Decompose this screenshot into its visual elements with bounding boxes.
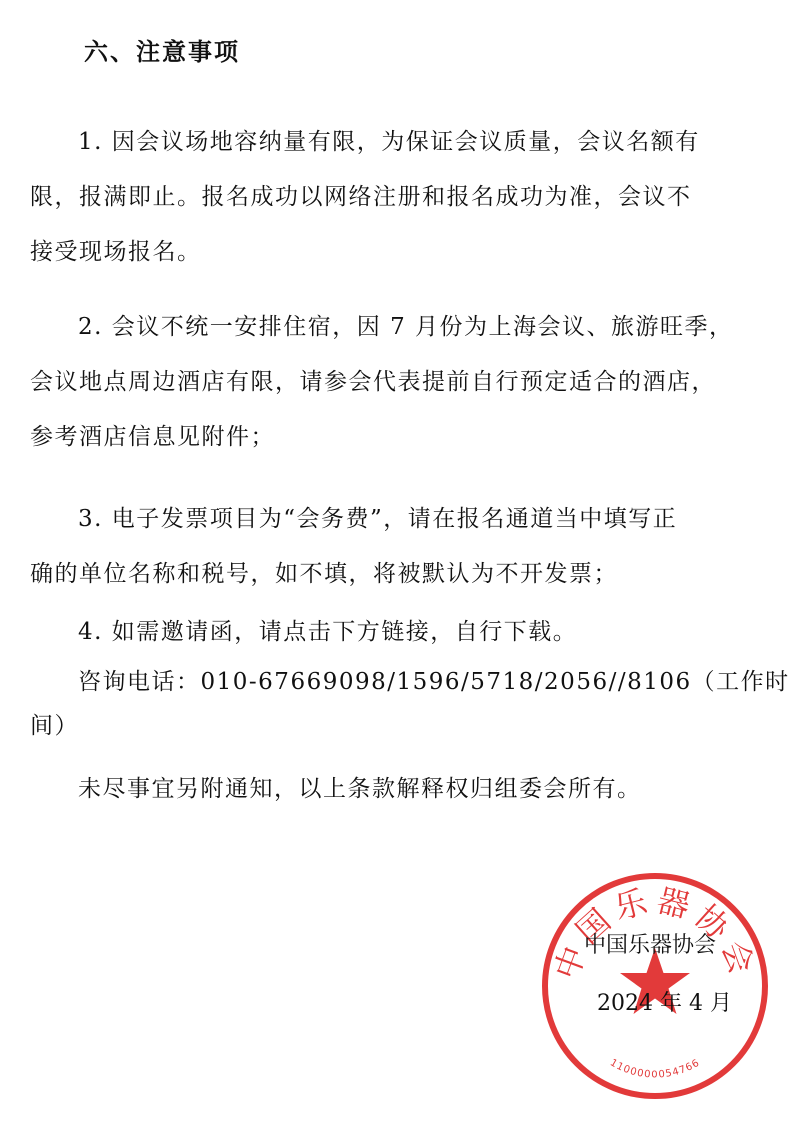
notice-item-4-line-1: 4. 如需邀请函，请点击下方链接，自行下载。 — [78, 619, 578, 645]
notice-item-3 — [30, 492, 778, 602]
contact-phone — [30, 660, 790, 748]
signature-organization: 中国乐器协会 — [584, 933, 717, 958]
notice-item-3-line-2: 确的单位名称和税号，如不填，将被默认为不开发票； — [30, 561, 618, 587]
signature-date: 2024 年 4 月 — [597, 991, 732, 1016]
closing-note-line-1: 未尽事宜另附通知，以上条款解释权归组委会所有。 — [78, 776, 642, 802]
notice-item-1-line-1: 1. 因会议场地容纳量有限，为保证会议质量，会议名额有 — [78, 129, 700, 155]
notice-item-3-line-1: 3. 电子发票项目为“会务费”，请在报名通道当中填写正 — [78, 506, 678, 532]
seal-number-text — [608, 1057, 702, 1080]
closing-note — [30, 762, 778, 817]
notice-item-1-line-3: 接受现场报名。 — [30, 239, 202, 265]
notice-item-1 — [30, 115, 778, 280]
seal-number-textpath: 1100000054766 — [608, 1057, 702, 1081]
notice-item-2-line-1: 2. 会议不统一安排住宿，因 7 月份为上海会议、旅游旺季， — [78, 314, 734, 340]
notice-item-4 — [30, 605, 778, 660]
notice-item-1-line-2: 限，报满即止。报名成功以网络注册和报名成功为准，会议不 — [30, 184, 692, 210]
notice-item-2 — [30, 300, 778, 465]
contact-phone-line-2: 间） — [30, 713, 79, 739]
seal-org-textpath: 中国乐器协会 — [547, 881, 763, 985]
notice-item-2-line-2: 会议地点周边酒店有限，请参会代表提前自行预定适合的酒店， — [30, 369, 716, 395]
contact-phone-line-1: 咨询电话：010-67669098/1596/5718/2056//8106（工作时 — [78, 669, 790, 695]
section-heading: 六、注意事项 — [84, 37, 240, 66]
notice-item-2-line-3: 参考酒店信息见附件； — [30, 424, 275, 450]
